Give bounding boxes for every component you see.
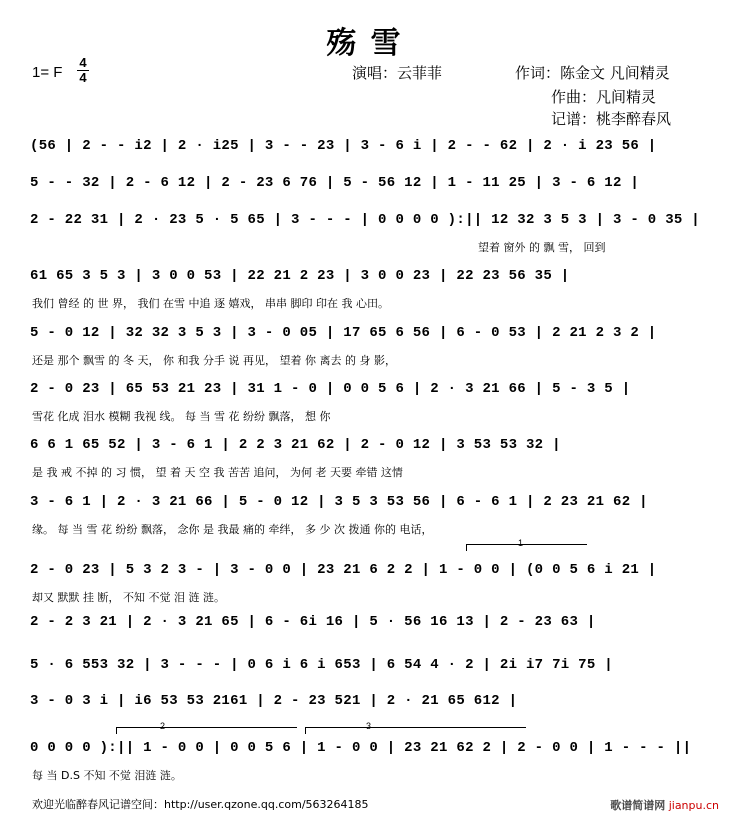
lyric-line: 是 我 戒 不掉 的 习 惯， 望 着 天 空 我 苦苦 追问， 为何 老 天要 牵错 这情: [32, 466, 403, 479]
watermark: [610, 797, 719, 813]
notation-row: 0 0 0 0 ):|| 1 - 0 0 | 0 0 5 6 | 1 - 0 0 | 23 21 62 2 | 2 - 0 0 | 1 - - - ||: [30, 740, 692, 756]
lyric-line: 我们 曾经 的 世 界， 我们 在雪 中追 逐 嬉戏， 串串 脚印 印在 我 心田。: [32, 297, 389, 310]
lyric-line: 望着 窗外 的 飘 雪， 回到: [478, 241, 606, 254]
notation-row: 2 - 0 23 | 65 53 21 23 | 31 1 - 0 | 0 0 5 6 | 2 · 3 21 66 | 5 - 3 5 |: [30, 381, 631, 397]
key-signature: 1= F: [32, 64, 63, 81]
time-sig-bottom: 4: [79, 70, 87, 85]
watermark-prefix: 歌谱简谱网: [610, 799, 666, 812]
volta-label-1: 1: [518, 538, 524, 548]
volta-bracket-2: [116, 727, 297, 734]
composer: 作曲：凡间精灵: [551, 88, 657, 106]
notation-row: 6 6 1 65 52 | 3 - 6 1 | 2 2 3 21 62 | 2 - 0 12 | 3 53 53 32 |: [30, 437, 561, 453]
notation-row: 5 - 0 12 | 32 32 3 5 3 | 3 - 0 05 | 17 65 6 56 | 6 - 0 53 | 2 21 2 3 2 |: [30, 325, 657, 341]
song-title: 殇雪: [326, 26, 415, 61]
notation-row: 2 - 22 31 | 2 · 23 5 · 5 65 | 3 - - - | 0 0 0 0 ):|| 12 32 3 5 3 | 3 - 0 35 |: [30, 212, 701, 228]
volta-label-2: 2: [160, 721, 166, 731]
notation-row: 5 · 6 553 32 | 3 - - - | 0 6 i 6 i 653 | 6 54 4 · 2 | 2i i7 7i 75 |: [30, 657, 613, 673]
notation-row: 5 - - 32 | 2 - 6 12 | 2 - 23 6 76 | 5 - 56 12 | 1 - 11 25 | 3 - 6 12 |: [30, 175, 640, 191]
lyric-line: 每 当 D.S 不知 不觉 泪涟 涟。: [32, 769, 182, 782]
lyric-line: 却又 默默 挂 断， 不知 不觉 泪 涟 涟。: [32, 591, 225, 604]
lyric-line: 还是 那个 飘雪 的 冬 天， 你 和我 分手 说 再见， 望着 你 离去 的 身 影，: [32, 354, 396, 367]
singer: 演唱：云菲菲: [352, 64, 443, 82]
footer-link-text: 欢迎光临醉春风记谱空间：http://user.qzone.qq.com/563264185: [32, 798, 369, 811]
lyric-line: 雪花 化成 泪水 模糊 我视 线。 每 当 雪 花 纷纷 飘落， 想 你: [32, 410, 331, 423]
watermark-site: jianpu.cn: [668, 799, 719, 812]
volta-bracket-3: [305, 727, 526, 734]
time-signature: [77, 56, 89, 85]
volta-bracket-1: [466, 544, 587, 551]
transcriber: 记谱：桃李醉春风: [551, 110, 672, 128]
notation-row: 61 65 3 5 3 | 3 0 0 53 | 22 21 2 23 | 3 0 0 23 | 22 23 56 35 |: [30, 268, 570, 284]
volta-label-3: 3: [366, 721, 372, 731]
notation-row: 2 - 2 3 21 | 2 · 3 21 65 | 6 - 6i 16 | 5 · 56 16 13 | 2 - 23 63 |: [30, 614, 596, 630]
lyric-line: 缘。 每 当 雪 花 纷纷 飘落， 念你 是 我最 痛的 牵绊， 多 少 次 拨通 你的 电话，: [32, 523, 433, 536]
notation-row: 3 - 0 3 i | i6 53 53 2161 | 2 - 23 521 | 2 · 21 65 612 |: [30, 693, 518, 709]
notation-row: (56 | 2 - - i2 | 2 · i25 | 3 - - 23 | 3 - 6 i | 2 - - 62 | 2 · i 23 56 |: [30, 138, 657, 154]
notation-row: 2 - 0 23 | 5 3 2 3 - | 3 - 0 0 | 23 21 6 2 2 | 1 - 0 0 | (0 0 5 6 i 21 |: [30, 562, 657, 578]
notation-row: 3 - 6 1 | 2 · 3 21 66 | 5 - 0 12 | 3 5 3 53 56 | 6 - 6 1 | 2 23 21 62 |: [30, 494, 648, 510]
lyricist: 作词：陈金文 凡间精灵: [515, 64, 670, 82]
time-sig-top: 4: [79, 55, 87, 70]
